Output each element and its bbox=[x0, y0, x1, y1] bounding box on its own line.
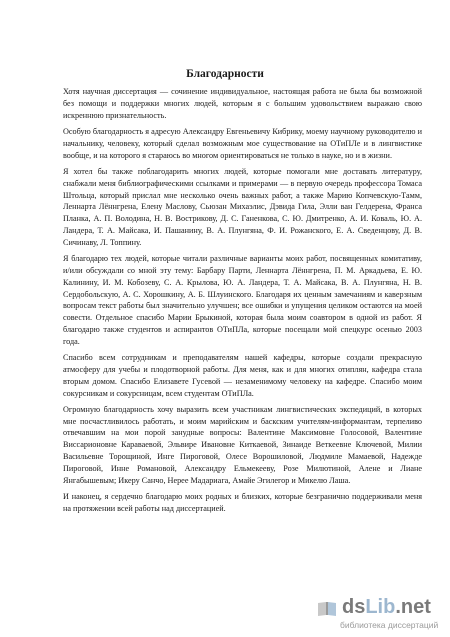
dslib-watermark bbox=[316, 594, 441, 634]
document-body bbox=[63, 86, 422, 519]
watermark-net: .net bbox=[395, 596, 431, 618]
paragraph-supervisor: Особую благодарность я адресую Александру Евгеньевичу Кибрику, моему научному руководителю и начальнику, человеку, который сделал возможным мое существование на ОТиПЛе и в лингвистике вообще, и на которого я стараюсь во многом ориентироваться не только в науке, но и в жизни. bbox=[63, 126, 422, 160]
paragraph-family: И наконец, я сердечно благодарю моих родных и близких, которые безгранично поддерживали меня на протяжении всей работы над диссертацией. bbox=[63, 492, 422, 513]
page-title: Благодарности bbox=[186, 68, 264, 80]
book-icon bbox=[316, 600, 338, 618]
paragraph-intro: Хотя научная диссертация — сочинение индивидуальное, настоящая работа не была бы возможной без помощи и поддержки многих людей, которым я с большим удовольствием выражаю свою искреннюю признательность. bbox=[63, 87, 422, 120]
paragraph-expeditions: Огромную благодарность хочу выразить всем участникам лингвистических экспедиций, в которых мне посчастливилось работать, и моим марийским и баскским учителям-информантам, терпеливо отвечавшим на мои порой занудные вопросы: Валентине Максимовне Голосовой, Валентине Виссарионовне Караваевой, Эльвире Ивановне Киткаевой, Зинаиде Веткеевне Ключевой, Милии Васильевне Торощиной, Инге Пироговой, Олесе Ворошиловой, Людмиле Мамаевой, Надежде Пироговой, Инне Романовой, Александру Ельмекееву, Розе Милютиной, Алене и Лиане Янгабышевым; Икеру Санчо, Нерее Мадариага, Амайе Эгилегор и Микелю Лаша. bbox=[63, 404, 422, 485]
paragraph-department: Спасибо всем сотрудникам и преподавателям нашей кафедры, которые создали прекрасную атмосферу для учебы и плодотворной работы. Для меня, как и для многих отиплян, кафедра стала вторым домом. Спасибо Елизавете Гусевой — незаменимому человеку на кафедре. Спасибо моим сокурсникам и сокурсницам, всем студентам ОТиПЛа. bbox=[63, 353, 422, 398]
paragraph-literature: Я хотел бы также поблагодарить многих людей, которые помогали мне доставать литературу, снабжали меня библиографическими ссылками и примерами — в первую очередь профессора Томаса Штольца, который прислал мне несколько очень важных работ, а также Марию Копчевскую-Тамм, Леннарта Лённгрена, Елену Маслову, Сьюзан Михаэлис, Дэвида Гила, Элли ван Гелдерена, Франса Планка, А. П. Володина, Н. В. Вострикову, Д. С. Ганенкова, С. Ю. Дмитренко, А. И. Коваль, Ю. А. Ландера, Т. А. Майсака, И. Пашанину, В. А. Плунгяна, Ф. И. Рожанского, Е. А. Сведенцову, Д. В. Сичинаву, Л. Топпину. bbox=[63, 166, 422, 247]
watermark-subtitle: библиотека диссертаций bbox=[340, 620, 439, 630]
watermark-ds: ds bbox=[342, 596, 366, 618]
watermark-logo bbox=[342, 594, 431, 620]
paragraph-readers: Я благодарю тех людей, которые читали различные варианты моих работ, посвященных комитативу, и/или обсуждали со мной эту тему: Барбару Парти, Леннарта Лённгрена, П. М. Аркадьева, Е. Ю. Калинину, И. М. Кобозеву, С. А. Крылова, Ю. А. Ландера, Т. А. Майсака, В. А. Плунгяна, Н. В. Сердобольскую, А. С. Хорошкину, А. Б. Шлуинского. Благодаря их ценным замечаниям и каверзным вопросам текст работы был значительно улучшен; все ошибки и упущения целиком остаются на моей совести. Отдельное спасибо Марии Брыкиной, которая была моим соавтором в одной из работ. Я благодарю также студентов и аспирантов ОТиПЛа, которые посещали мой спецкурс осенью 2003 года. bbox=[63, 254, 422, 346]
watermark-lib: Lib bbox=[365, 596, 396, 618]
